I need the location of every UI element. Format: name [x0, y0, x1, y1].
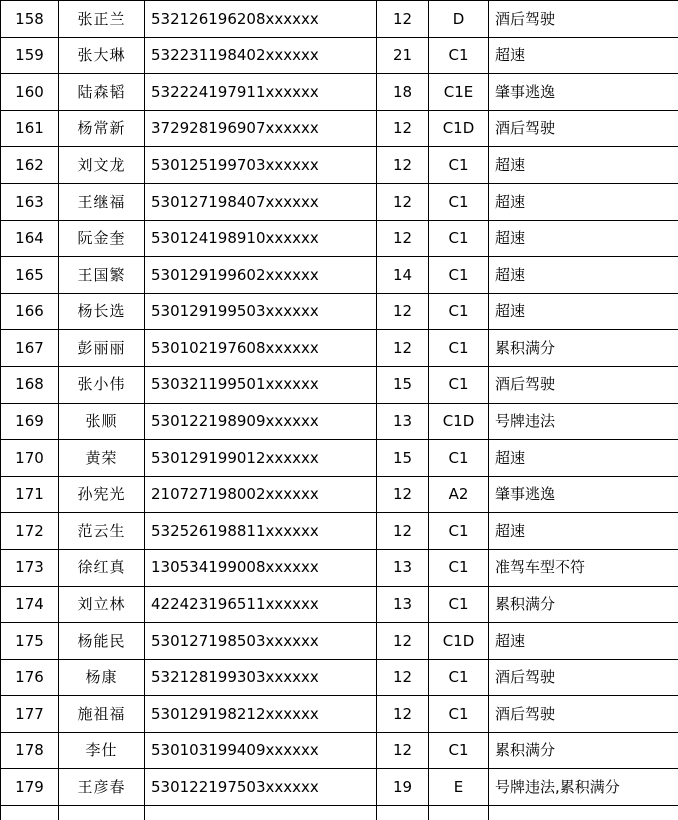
cell-license-class: C1 [429, 147, 489, 184]
cell-id-number: 530122197503xxxxxx [145, 769, 377, 806]
cell-violation-reason: 超速 [489, 257, 678, 294]
cell-empty [59, 806, 145, 820]
table-row [1, 696, 678, 733]
cell-violation-reason: 号牌违法,累积满分 [489, 769, 678, 806]
cell-license-class: C1 [429, 696, 489, 733]
table-row [1, 549, 678, 586]
cell-name: 王彦春 [59, 769, 145, 806]
table-row [1, 623, 678, 660]
cell-index: 167 [1, 330, 59, 367]
cell-points: 12 [377, 696, 429, 733]
cell-points: 13 [377, 586, 429, 623]
cell-points: 13 [377, 549, 429, 586]
cell-violation-reason: 累积满分 [489, 732, 678, 769]
cell-name: 黄荣 [59, 440, 145, 477]
cell-license-class: C1 [429, 37, 489, 74]
cell-index: 159 [1, 37, 59, 74]
cell-violation-reason: 超速 [489, 623, 678, 660]
cell-license-class: C1 [429, 293, 489, 330]
cell-name: 王国繁 [59, 257, 145, 294]
cell-violation-reason: 累积满分 [489, 586, 678, 623]
table-row [1, 769, 678, 806]
cell-name: 范云生 [59, 513, 145, 550]
table-row [1, 37, 678, 74]
cell-name: 刘立林 [59, 586, 145, 623]
cell-points: 12 [377, 293, 429, 330]
cell-points: 12 [377, 220, 429, 257]
cell-id-number: 530103199409xxxxxx [145, 732, 377, 769]
cell-violation-reason: 酒后驾驶 [489, 110, 678, 147]
cell-points: 12 [377, 110, 429, 147]
table-row [1, 476, 678, 513]
cell-id-number: 530124198910xxxxxx [145, 220, 377, 257]
cell-license-class: D [429, 1, 489, 38]
cell-points: 12 [377, 623, 429, 660]
cell-license-class: E [429, 769, 489, 806]
cell-id-number: 530129199503xxxxxx [145, 293, 377, 330]
cell-id-number: 372928196907xxxxxx [145, 110, 377, 147]
cell-points: 12 [377, 183, 429, 220]
cell-name: 李仕 [59, 732, 145, 769]
cell-index: 160 [1, 74, 59, 111]
cell-name: 杨常新 [59, 110, 145, 147]
cell-violation-reason: 超速 [489, 37, 678, 74]
cell-violation-reason: 酒后驾驶 [489, 1, 678, 38]
cell-points: 21 [377, 37, 429, 74]
cell-points: 19 [377, 769, 429, 806]
cell-license-class: C1 [429, 183, 489, 220]
cell-license-class: A2 [429, 476, 489, 513]
cell-license-class: C1 [429, 440, 489, 477]
cell-index: 176 [1, 659, 59, 696]
cell-index: 158 [1, 1, 59, 38]
cell-violation-reason: 超速 [489, 183, 678, 220]
cell-name: 杨长选 [59, 293, 145, 330]
cell-index: 163 [1, 183, 59, 220]
cell-violation-reason: 号牌违法 [489, 403, 678, 440]
cell-points: 12 [377, 476, 429, 513]
cell-name: 陆森韬 [59, 74, 145, 111]
table-body [1, 1, 678, 820]
cell-violation-reason: 累积满分 [489, 330, 678, 367]
cell-points: 12 [377, 1, 429, 38]
table-row [1, 330, 678, 367]
table-row-partial [1, 806, 678, 820]
cell-name: 张大琳 [59, 37, 145, 74]
cell-violation-reason: 肇事逃逸 [489, 74, 678, 111]
cell-empty [1, 806, 59, 820]
cell-id-number: 532128199303xxxxxx [145, 659, 377, 696]
cell-name: 张小伟 [59, 366, 145, 403]
cell-id-number: 530321199501xxxxxx [145, 366, 377, 403]
table-row [1, 147, 678, 184]
cell-index: 174 [1, 586, 59, 623]
cell-license-class: C1 [429, 659, 489, 696]
cell-index: 164 [1, 220, 59, 257]
cell-index: 169 [1, 403, 59, 440]
cell-id-number: 530102197608xxxxxx [145, 330, 377, 367]
cell-violation-reason: 超速 [489, 513, 678, 550]
cell-violation-reason: 肇事逃逸 [489, 476, 678, 513]
table-row [1, 257, 678, 294]
cell-license-class: C1D [429, 623, 489, 660]
cell-empty [145, 806, 377, 820]
table-row [1, 1, 678, 38]
cell-id-number: 532224197911xxxxxx [145, 74, 377, 111]
cell-empty [377, 806, 429, 820]
cell-index: 172 [1, 513, 59, 550]
cell-id-number: 530127198407xxxxxx [145, 183, 377, 220]
table-row [1, 403, 678, 440]
cell-index: 173 [1, 549, 59, 586]
cell-violation-reason: 酒后驾驶 [489, 696, 678, 733]
table-row [1, 659, 678, 696]
table-row [1, 586, 678, 623]
cell-license-class: C1D [429, 110, 489, 147]
cell-name: 王继福 [59, 183, 145, 220]
cell-id-number: 532126196208xxxxxx [145, 1, 377, 38]
cell-violation-reason: 超速 [489, 220, 678, 257]
cell-name: 刘文龙 [59, 147, 145, 184]
cell-points: 13 [377, 403, 429, 440]
table-row [1, 732, 678, 769]
cell-index: 171 [1, 476, 59, 513]
cell-empty [489, 806, 678, 820]
table-row [1, 220, 678, 257]
cell-license-class: C1 [429, 366, 489, 403]
cell-name: 徐红真 [59, 549, 145, 586]
cell-violation-reason: 酒后驾驶 [489, 366, 678, 403]
cell-name: 施祖福 [59, 696, 145, 733]
cell-violation-reason: 酒后驾驶 [489, 659, 678, 696]
cell-points: 12 [377, 659, 429, 696]
cell-name: 张正兰 [59, 1, 145, 38]
cell-points: 12 [377, 147, 429, 184]
cell-id-number: 530129199012xxxxxx [145, 440, 377, 477]
cell-name: 孙宪光 [59, 476, 145, 513]
table-row [1, 110, 678, 147]
cell-index: 179 [1, 769, 59, 806]
cell-license-class: C1 [429, 257, 489, 294]
cell-index: 175 [1, 623, 59, 660]
cell-index: 166 [1, 293, 59, 330]
cell-index: 168 [1, 366, 59, 403]
cell-license-class: C1 [429, 330, 489, 367]
cell-points: 18 [377, 74, 429, 111]
cell-points: 15 [377, 366, 429, 403]
cell-id-number: 530129198212xxxxxx [145, 696, 377, 733]
cell-index: 177 [1, 696, 59, 733]
cell-points: 14 [377, 257, 429, 294]
cell-name: 杨康 [59, 659, 145, 696]
cell-license-class: C1 [429, 586, 489, 623]
cell-index: 170 [1, 440, 59, 477]
cell-name: 张顺 [59, 403, 145, 440]
table-row [1, 74, 678, 111]
cell-points: 12 [377, 732, 429, 769]
cell-license-class: C1 [429, 513, 489, 550]
cell-license-class: C1D [429, 403, 489, 440]
cell-name: 阮金奎 [59, 220, 145, 257]
cell-index: 178 [1, 732, 59, 769]
table-row [1, 440, 678, 477]
table-row [1, 366, 678, 403]
cell-index: 165 [1, 257, 59, 294]
cell-license-class: C1 [429, 549, 489, 586]
table-row [1, 293, 678, 330]
cell-license-class: C1 [429, 732, 489, 769]
cell-id-number: 530127198503xxxxxx [145, 623, 377, 660]
table-row [1, 183, 678, 220]
cell-points: 12 [377, 330, 429, 367]
cell-id-number: 210727198002xxxxxx [145, 476, 377, 513]
cell-name: 彭丽丽 [59, 330, 145, 367]
table-row [1, 513, 678, 550]
cell-violation-reason: 超速 [489, 147, 678, 184]
cell-name: 杨能民 [59, 623, 145, 660]
cell-empty [429, 806, 489, 820]
cell-id-number: 532526198811xxxxxx [145, 513, 377, 550]
cell-points: 12 [377, 513, 429, 550]
cell-violation-reason: 超速 [489, 293, 678, 330]
cell-id-number: 530122198909xxxxxx [145, 403, 377, 440]
cell-points: 15 [377, 440, 429, 477]
cell-id-number: 130534199008xxxxxx [145, 549, 377, 586]
cell-license-class: C1 [429, 220, 489, 257]
cell-id-number: 422423196511xxxxxx [145, 586, 377, 623]
cell-license-class: C1E [429, 74, 489, 111]
cell-violation-reason: 准驾车型不符 [489, 549, 678, 586]
cell-id-number: 530129199602xxxxxx [145, 257, 377, 294]
cell-index: 161 [1, 110, 59, 147]
cell-index: 162 [1, 147, 59, 184]
cell-id-number: 530125199703xxxxxx [145, 147, 377, 184]
cell-violation-reason: 超速 [489, 440, 678, 477]
cell-id-number: 532231198402xxxxxx [145, 37, 377, 74]
